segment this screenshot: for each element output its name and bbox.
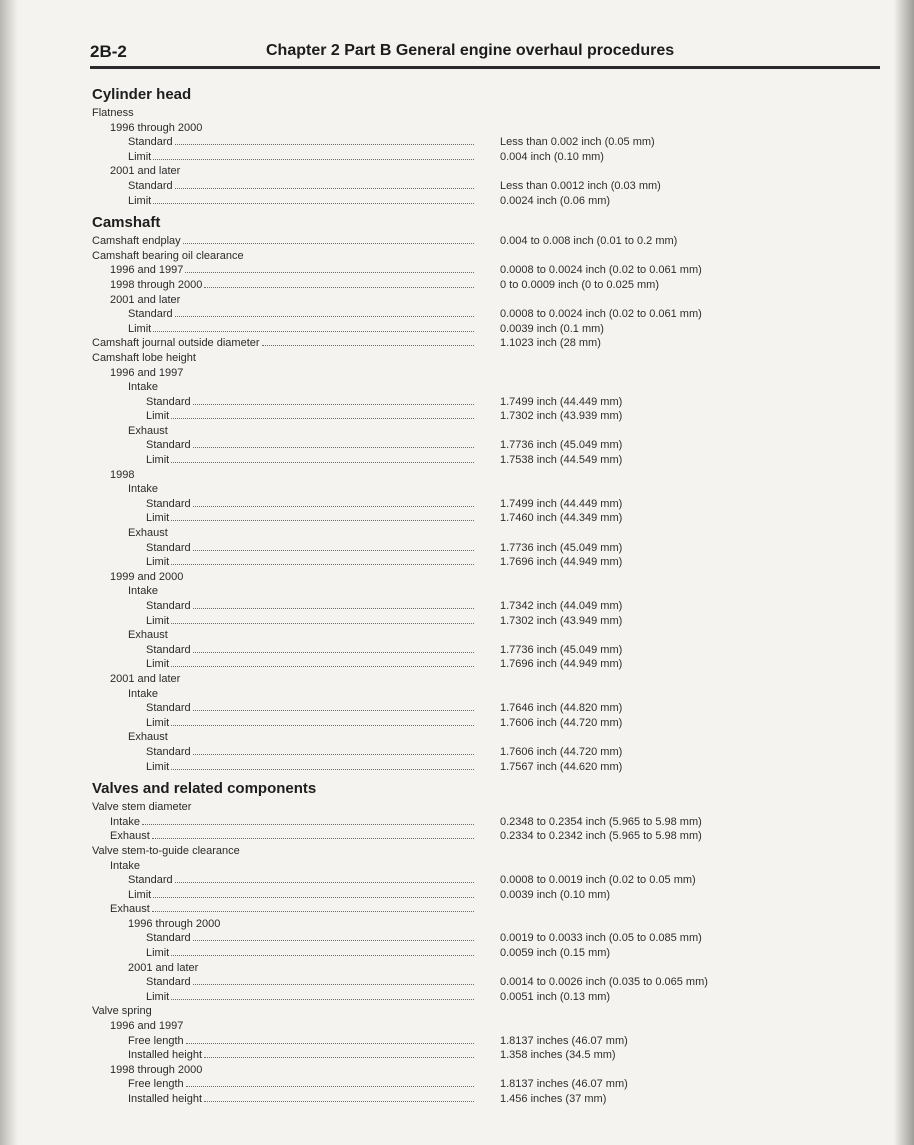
spec-row xyxy=(92,150,882,165)
dot-leader xyxy=(171,999,474,1000)
spec-label: 2001 and later xyxy=(128,961,199,974)
spec-label: Limit xyxy=(128,888,152,901)
spec-label: Standard xyxy=(128,308,173,321)
dot-leader xyxy=(175,144,474,145)
spec-row xyxy=(92,760,882,775)
spec-row xyxy=(92,1077,882,1092)
spec-row xyxy=(92,293,882,308)
dot-leader xyxy=(171,520,474,521)
dot-leader xyxy=(175,882,474,883)
spec-label: 1996 through 2000 xyxy=(128,917,221,930)
specifications-list xyxy=(92,80,882,1107)
spec-label: Standard xyxy=(128,874,173,887)
spec-label: 1998 through 2000 xyxy=(110,1063,203,1076)
dot-leader xyxy=(204,1057,474,1058)
spec-row xyxy=(92,468,882,483)
dot-leader xyxy=(183,243,474,244)
spec-row xyxy=(92,657,882,672)
spec-row xyxy=(92,278,882,293)
dot-leader xyxy=(193,608,474,609)
dot-leader xyxy=(152,911,474,912)
spec-value: 0.004 inch (0.10 mm) xyxy=(500,150,604,163)
spec-row xyxy=(92,990,882,1005)
spec-row xyxy=(92,745,882,760)
spec-value: 0.0039 inch (0.10 mm) xyxy=(500,888,611,901)
spec-label: 1996 and 1997 xyxy=(110,366,184,379)
spec-row xyxy=(92,164,882,179)
spec-value: 0 to 0.0009 inch (0 to 0.025 mm) xyxy=(500,278,659,291)
spec-row xyxy=(92,701,882,716)
spec-label: Intake xyxy=(110,815,140,828)
spec-value: 0.0008 to 0.0019 inch (0.02 to 0.05 mm) xyxy=(500,874,696,887)
dot-leader xyxy=(186,1043,474,1044)
spec-value: 1.7499 inch (44.449 mm) xyxy=(500,497,623,510)
spec-row xyxy=(92,643,882,658)
spec-row xyxy=(92,409,882,424)
spec-label: 1996 through 2000 xyxy=(110,121,203,134)
dot-leader xyxy=(142,824,474,825)
spec-row xyxy=(92,888,882,903)
spec-label: Valve spring xyxy=(92,1005,152,1018)
spec-row xyxy=(92,584,882,599)
spec-label: Limit xyxy=(146,556,170,569)
page-header xyxy=(90,40,914,68)
header-rule xyxy=(90,66,880,69)
spec-row xyxy=(92,800,882,815)
spec-row xyxy=(92,1048,882,1063)
spec-label: Limit xyxy=(146,947,170,960)
dot-leader xyxy=(171,769,474,770)
spec-row xyxy=(92,555,882,570)
spec-label: Standard xyxy=(146,439,191,452)
spec-row xyxy=(92,1092,882,1107)
spec-value: Less than 0.002 inch (0.05 mm) xyxy=(500,136,655,149)
spec-value: 1.7606 inch (44.720 mm) xyxy=(500,716,623,729)
dot-leader xyxy=(204,1101,474,1102)
spec-row xyxy=(92,628,882,643)
spec-value: 1.7302 inch (43.949 mm) xyxy=(500,614,623,627)
spec-label: Limit xyxy=(146,614,170,627)
section-title: Cylinder head xyxy=(92,86,192,103)
dot-leader xyxy=(175,188,474,189)
dot-leader xyxy=(186,1086,474,1087)
spec-label: Standard xyxy=(128,179,173,192)
spec-label: Exhaust xyxy=(110,830,150,843)
spec-row xyxy=(92,234,882,249)
spec-label: Exhaust xyxy=(128,629,168,642)
spec-label: Exhaust xyxy=(128,424,168,437)
dot-leader xyxy=(204,287,474,288)
spec-value: 1.7696 inch (44.949 mm) xyxy=(500,556,623,569)
section-title: Valves and related components xyxy=(92,780,317,798)
spec-row xyxy=(92,730,882,745)
spec-label: Intake xyxy=(110,859,140,872)
spec-label: Standard xyxy=(146,497,191,510)
spec-label: Valve stem diameter xyxy=(92,801,192,814)
spec-row xyxy=(92,931,882,946)
spec-row xyxy=(92,249,882,264)
spec-label: Camshaft journal outside diameter xyxy=(92,337,260,350)
spec-label: Limit xyxy=(146,760,170,773)
dot-leader xyxy=(193,984,474,985)
spec-label: Exhaust xyxy=(128,527,168,540)
spec-row xyxy=(92,1004,882,1019)
spec-label: Exhaust xyxy=(110,903,150,916)
spec-value: 1.7646 inch (44.820 mm) xyxy=(500,702,623,715)
spec-label: Intake xyxy=(128,483,158,496)
spec-label: Limit xyxy=(146,454,170,467)
section-title: Camshaft xyxy=(92,214,161,232)
spec-label: Free length xyxy=(128,1034,184,1047)
spec-row xyxy=(92,1019,882,1034)
spec-label: 1998 xyxy=(110,468,135,481)
spec-label: 1996 and 1997 xyxy=(110,264,184,277)
spec-value: 0.0059 inch (0.15 mm) xyxy=(500,947,611,960)
spec-value: 0.0014 to 0.0026 inch (0.035 to 0.065 mm) xyxy=(500,976,708,989)
dot-leader xyxy=(193,447,474,448)
spec-row xyxy=(92,511,882,526)
dot-leader xyxy=(153,331,474,332)
dot-leader xyxy=(152,838,474,839)
spec-label: Valve stem-to-guide clearance xyxy=(92,844,240,857)
spec-value: 0.0019 to 0.0033 inch (0.05 to 0.085 mm) xyxy=(500,932,702,945)
spec-label: 1998 through 2000 xyxy=(110,278,203,291)
spec-row xyxy=(92,380,882,395)
spec-label: Limit xyxy=(128,150,152,163)
dot-leader xyxy=(193,940,474,941)
dot-leader xyxy=(185,272,474,273)
spec-value: 0.0008 to 0.0024 inch (0.02 to 0.061 mm) xyxy=(500,264,702,277)
page-edge-shadow xyxy=(894,0,914,1145)
spec-label: Standard xyxy=(146,600,191,612)
dot-leader xyxy=(153,159,474,160)
spec-label: 1996 and 1997 xyxy=(110,1020,184,1033)
spec-label: Limit xyxy=(146,512,170,525)
spec-row xyxy=(92,497,882,512)
spec-value: 1.7342 inch (44.049 mm) xyxy=(500,600,623,612)
spec-value: 1.7499 inch (44.449 mm) xyxy=(500,395,623,408)
spec-value: 1.1023 inch (28 mm) xyxy=(500,337,601,350)
dot-leader xyxy=(193,550,474,551)
spec-label: Limit xyxy=(128,194,152,207)
spec-value: 1.7736 inch (45.049 mm) xyxy=(500,643,623,656)
spec-row xyxy=(92,614,882,629)
page-binding-shadow xyxy=(0,0,18,1145)
spec-row xyxy=(92,716,882,731)
spec-label: 2001 and later xyxy=(110,672,181,685)
dot-leader xyxy=(193,652,474,653)
spec-label: Limit xyxy=(146,410,170,423)
spec-row xyxy=(92,815,882,830)
spec-label: Flatness xyxy=(92,107,134,119)
spec-label: Camshaft lobe height xyxy=(92,351,196,364)
spec-value: Less than 0.0012 inch (0.03 mm) xyxy=(500,179,661,192)
spec-row xyxy=(92,179,882,194)
spec-label: Standard xyxy=(146,395,191,408)
spec-row xyxy=(92,599,882,614)
spec-row xyxy=(92,395,882,410)
dot-leader xyxy=(193,710,474,711)
spec-row xyxy=(92,829,882,844)
spec-label: 2001 and later xyxy=(110,293,181,306)
spec-value: 1.7606 inch (44.720 mm) xyxy=(500,745,623,758)
spec-label: Limit xyxy=(146,716,170,729)
spec-row xyxy=(92,946,882,961)
spec-value: 0.004 to 0.008 inch (0.01 to 0.2 mm) xyxy=(500,235,678,248)
spec-label: 2001 and later xyxy=(110,165,181,178)
dot-leader xyxy=(175,316,474,317)
spec-row xyxy=(92,526,882,541)
spec-value: 1.456 inches (37 mm) xyxy=(500,1093,607,1105)
spec-label: Limit xyxy=(146,658,170,671)
dot-leader xyxy=(193,404,474,405)
spec-row xyxy=(92,570,882,585)
spec-label: Free length xyxy=(128,1078,184,1091)
dot-leader xyxy=(171,955,474,956)
spec-row xyxy=(92,672,882,687)
spec-row xyxy=(92,859,882,874)
dot-leader xyxy=(171,666,474,667)
spec-row xyxy=(92,366,882,381)
spec-row xyxy=(92,961,882,976)
spec-row xyxy=(92,482,882,497)
dot-leader xyxy=(153,203,474,204)
spec-value: 1.7736 inch (45.049 mm) xyxy=(500,439,623,452)
spec-row xyxy=(92,336,882,351)
spec-value: 0.0039 inch (0.1 mm) xyxy=(500,322,604,335)
spec-row xyxy=(92,424,882,439)
spec-label: Standard xyxy=(146,541,191,554)
spec-row xyxy=(92,844,882,859)
dot-leader xyxy=(262,345,474,346)
spec-row xyxy=(92,902,882,917)
spec-label: Camshaft bearing oil clearance xyxy=(92,249,244,262)
spec-row xyxy=(92,307,882,322)
page-number: 2B-2 xyxy=(90,42,127,61)
spec-label: Limit xyxy=(146,990,170,1003)
spec-row xyxy=(92,121,882,136)
spec-value: 0.0051 inch (0.13 mm) xyxy=(500,990,611,1003)
dot-leader xyxy=(193,506,474,507)
spec-label: 1999 and 2000 xyxy=(110,570,184,583)
spec-row xyxy=(92,194,882,209)
dot-leader xyxy=(171,623,474,624)
spec-value: 0.0024 inch (0.06 mm) xyxy=(500,194,611,207)
spec-value: 1.358 inches (34.5 mm) xyxy=(500,1049,616,1062)
dot-leader xyxy=(193,754,474,755)
spec-label: Standard xyxy=(128,136,173,149)
spec-label: Exhaust xyxy=(128,731,168,744)
spec-label: Standard xyxy=(146,976,191,989)
spec-row xyxy=(92,453,882,468)
spec-label: Standard xyxy=(146,702,191,715)
spec-label: Standard xyxy=(146,745,191,758)
spec-value: 1.7460 inch (44.349 mm) xyxy=(500,512,623,525)
spec-label: Installed height xyxy=(128,1049,202,1062)
spec-label: Limit xyxy=(128,322,152,335)
spec-row xyxy=(92,263,882,278)
spec-value: 1.8137 inches (46.07 mm) xyxy=(500,1078,628,1091)
spec-row xyxy=(92,975,882,990)
spec-value: 1.7538 inch (44.549 mm) xyxy=(500,454,623,467)
dot-leader xyxy=(153,897,474,898)
spec-row xyxy=(92,1034,882,1049)
spec-row xyxy=(92,873,882,888)
spec-row xyxy=(92,541,882,556)
spec-label: Intake xyxy=(128,585,158,598)
dot-leader xyxy=(171,725,474,726)
spec-label: Camshaft endplay xyxy=(92,235,181,248)
spec-value: 1.7736 inch (45.049 mm) xyxy=(500,541,623,554)
spec-value: 1.7567 inch (44.620 mm) xyxy=(500,760,623,773)
spec-value: 0.0008 to 0.0024 inch (0.02 to 0.061 mm) xyxy=(500,308,702,321)
spec-row xyxy=(92,106,882,121)
spec-label: Standard xyxy=(146,643,191,656)
spec-row xyxy=(92,1063,882,1078)
spec-row xyxy=(92,135,882,150)
spec-value: 0.2348 to 0.2354 inch (5.965 to 5.98 mm) xyxy=(500,815,702,828)
spec-row xyxy=(92,917,882,932)
spec-row xyxy=(92,687,882,702)
spec-row xyxy=(92,322,882,337)
spec-row xyxy=(92,438,882,453)
spec-label: Standard xyxy=(146,932,191,945)
spec-label: Installed height xyxy=(128,1093,202,1105)
spec-row xyxy=(92,351,882,366)
chapter-title: Chapter 2 Part B General engine overhaul procedures xyxy=(266,42,675,59)
dot-leader xyxy=(171,418,474,419)
spec-value: 1.7302 inch (43.939 mm) xyxy=(500,410,623,423)
spec-value: 1.8137 inches (46.07 mm) xyxy=(500,1034,628,1047)
spec-label: Intake xyxy=(128,687,158,700)
spec-value: 1.7696 inch (44.949 mm) xyxy=(500,658,623,671)
spec-value: 0.2334 to 0.2342 inch (5.965 to 5.98 mm) xyxy=(500,830,702,843)
dot-leader xyxy=(171,564,474,565)
dot-leader xyxy=(171,462,474,463)
spec-label: Intake xyxy=(128,381,158,394)
